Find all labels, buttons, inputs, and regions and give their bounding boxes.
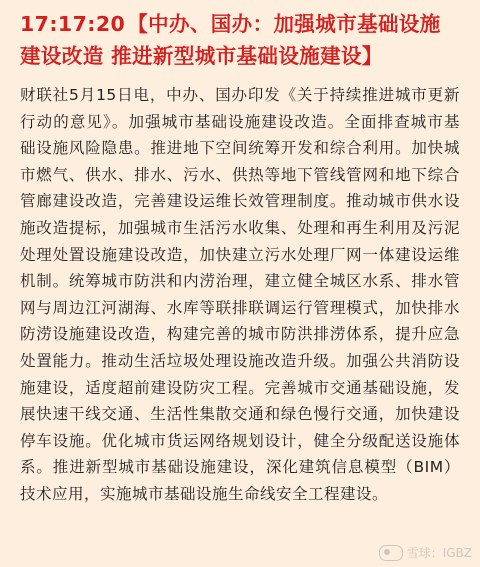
news-body: 财联社5月15日电，中办、国办印发《关于持续推进城市更新行动的意见》。加强城市基础设施建设改造。全面排查城市基础设施风险隐患。推进地下空间统筹开发和综合利用。加快城市燃气、供水、排水、污水、供热等地下管线管网和地下综合管廊建设改造，完善建设运维长效管理制度。推动城市供水设施改造提标，加强城市生活污水收集、处理和再生利用及污泥处理处置设施建设改造，加快建立污水处理厂网一体建设运维机制。统筹城市防洪和内涝治理，建立健全城区水系、排水管网与周边江河湖海、水库等联排联调运行管理模式，加快排水防涝设施建设改造，构建完善的城市防洪排涝体系，提升应急处置能力。推动生活垃圾处理设施改造升级。加强公共消防设施建设，适度超前建设防灾工程。完善城市交通基础设施，发展快速干线交通、生活性集散交通和绿色慢行交通，加快建设停车设施。优化城市货运网络规划设计，健全分级配送设施体系。推进新型城市基础设施建设，深化建筑信息模型（BIM）技术应用，实施城市基础设施生命线安全工程建设。 (20, 86, 460, 503)
news-headline (20, 8, 460, 72)
news-time: 17:17:20 (20, 12, 126, 36)
snowball-logo-icon (379, 545, 403, 561)
watermark-text: 雪球：IGBZ (406, 546, 472, 560)
news-title: 【中办、国办：加强城市基础设施建设改造 推进新型城市基础设施建设】 (20, 12, 441, 68)
watermark (379, 544, 472, 561)
